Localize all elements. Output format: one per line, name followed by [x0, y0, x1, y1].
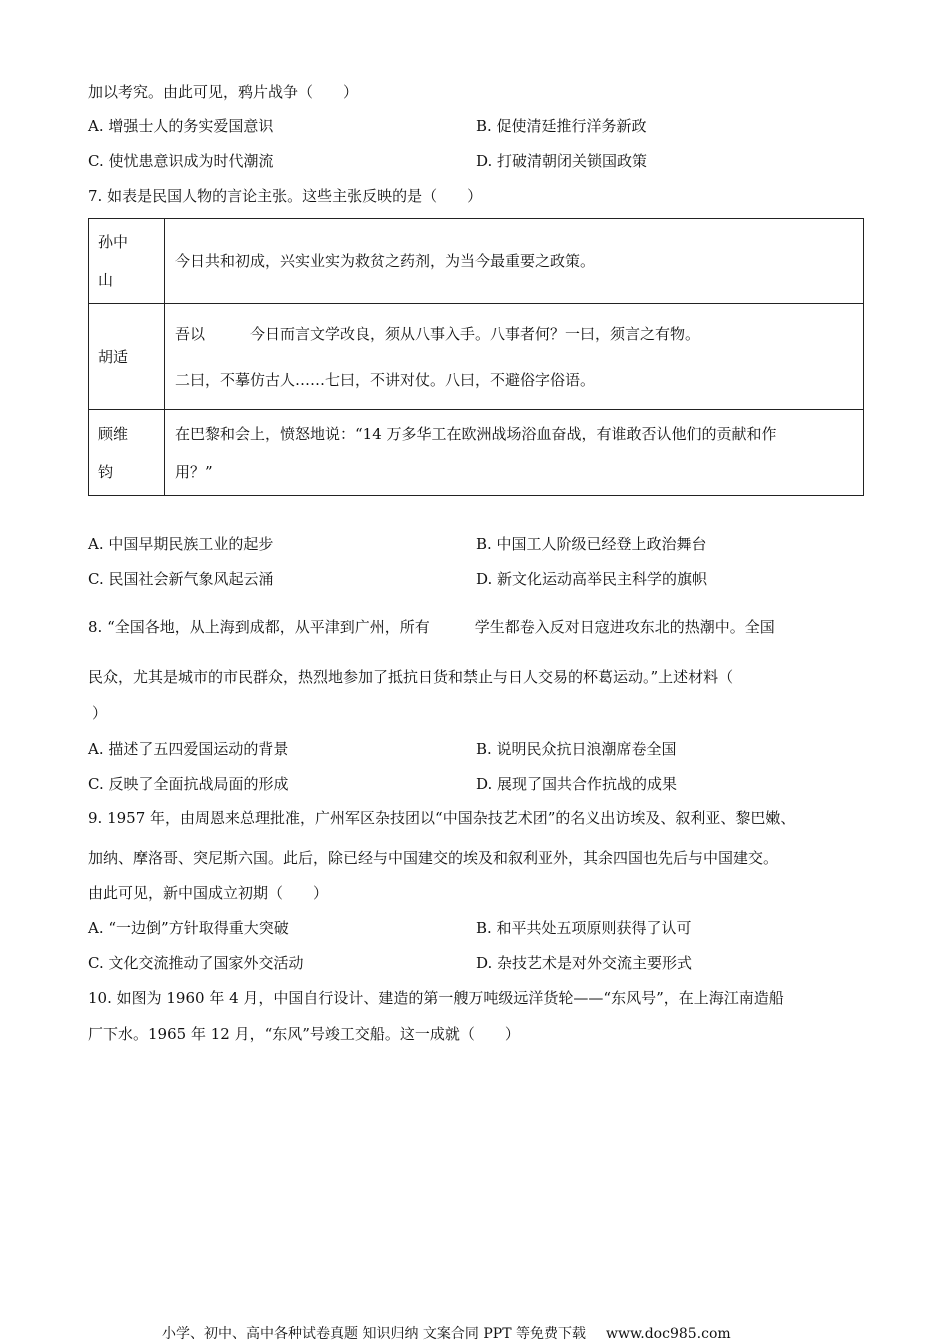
q8-option-c: C. 反映了全面抗战局面的形成 — [88, 775, 289, 793]
quote-cell: 今日共和初成，兴实业实为救贫之药剂，为当今最重要之政策。 — [165, 219, 864, 304]
q9-option-c: C. 文化交流推动了国家外交活动 — [88, 954, 304, 972]
person-name: 胡适 — [89, 304, 165, 410]
q7-option-c: C. 民国社会新气象风起云涌 — [88, 570, 274, 588]
q9-option-b: B. 和平共处五项原则获得了认可 — [476, 919, 692, 937]
table-row — [89, 219, 864, 304]
q7-quote-table — [88, 218, 864, 496]
q9-stem-line2: 加纳、摩洛哥、突尼斯六国。此后，除已经与中国建交的埃及和叙利亚外，其余四国也先后与中国建交。 — [88, 849, 779, 867]
q8-stem-line3: ） — [92, 704, 108, 722]
q10-stem-line2: 厂下水。1965 年 12 月，“东风”号竣工交船。这一成就（ ） — [88, 1025, 520, 1043]
q8-option-a: A. 描述了五四爱国运动的背景 — [88, 740, 289, 758]
q6-option-a: A. 增强士人的务实爱国意识 — [88, 117, 274, 135]
footer-url-link[interactable]: www.doc985.com — [605, 1326, 731, 1342]
person-name: 孙中 山 — [89, 219, 165, 304]
footer-text: 小学、初中、高中各种试卷真题 知识归纳 文案合同 PPT 等免费下载 — [162, 1326, 586, 1342]
q6-option-b: B. 促使清廷推行洋务新政 — [476, 117, 647, 135]
q6-option-c: C. 使忧患意识成为时代潮流 — [88, 152, 274, 170]
quote-cell: 在巴黎和会上，愤怒地说：“14 万多华工在欧洲战场浴血奋战，有谁敢否认他们的贡献和作 用？” — [165, 410, 864, 496]
q6-option-d: D. 打破清朝闭关锁国政策 — [476, 152, 648, 170]
q7-option-d: D. 新文化运动高举民主科学的旗帜 — [476, 570, 708, 588]
q9-stem-line1: 9. 1957 年，由周恩来总理批准，广州军区杂技团以“中国杂技艺术团”的名义出访埃及、叙利亚、黎巴嫩、 — [88, 809, 796, 827]
footer — [162, 1324, 731, 1344]
table-row — [89, 410, 864, 496]
q8-stem-line2: 民众，尤其是城市的市民群众，热烈地参加了抵抗日货和禁止与日人交易的杯葛运动。”上述材料（ — [88, 668, 734, 686]
q6-stem-tail: 加以考究。由此可见，鸦片战争（ ） — [88, 83, 359, 101]
q7-stem: 7. 如表是民国人物的言论主张。这些主张反映的是（ ） — [88, 187, 483, 205]
q7-option-b: B. 中国工人阶级已经登上政治舞台 — [476, 535, 707, 553]
table-row — [89, 304, 864, 410]
q10-stem-line1: 10. 如图为 1960 年 4 月，中国自行设计、建造的第一艘万吨级远洋货轮——“东风号”，在上海江南造船 — [88, 989, 784, 1007]
q8-option-b: B. 说明民众抗日浪潮席卷全国 — [476, 740, 677, 758]
q8-option-d: D. 展现了国共合作抗战的成果 — [476, 775, 678, 793]
q9-option-a: A. “一边倒”方针取得重大突破 — [88, 919, 289, 937]
q9-stem-line3: 由此可见，新中国成立初期（ ） — [88, 884, 329, 902]
quote-cell: 吾以 今日而言文学改良，须从八事入手。八事者何？一曰，须言之有物。 二曰，不摹仿古人……七曰，不讲对仗。八曰，不避俗字俗语。 — [165, 304, 864, 410]
q8-stem-line1: 8. “全国各地，从上海到成都，从平津到广州，所有 学生都卷入反对日寇进攻东北的热潮中。全国 — [88, 618, 775, 636]
q9-option-d: D. 杂技艺术是对外交流主要形式 — [476, 954, 693, 972]
q7-option-a: A. 中国早期民族工业的起步 — [88, 535, 274, 553]
person-name: 顾维 钧 — [89, 410, 165, 496]
